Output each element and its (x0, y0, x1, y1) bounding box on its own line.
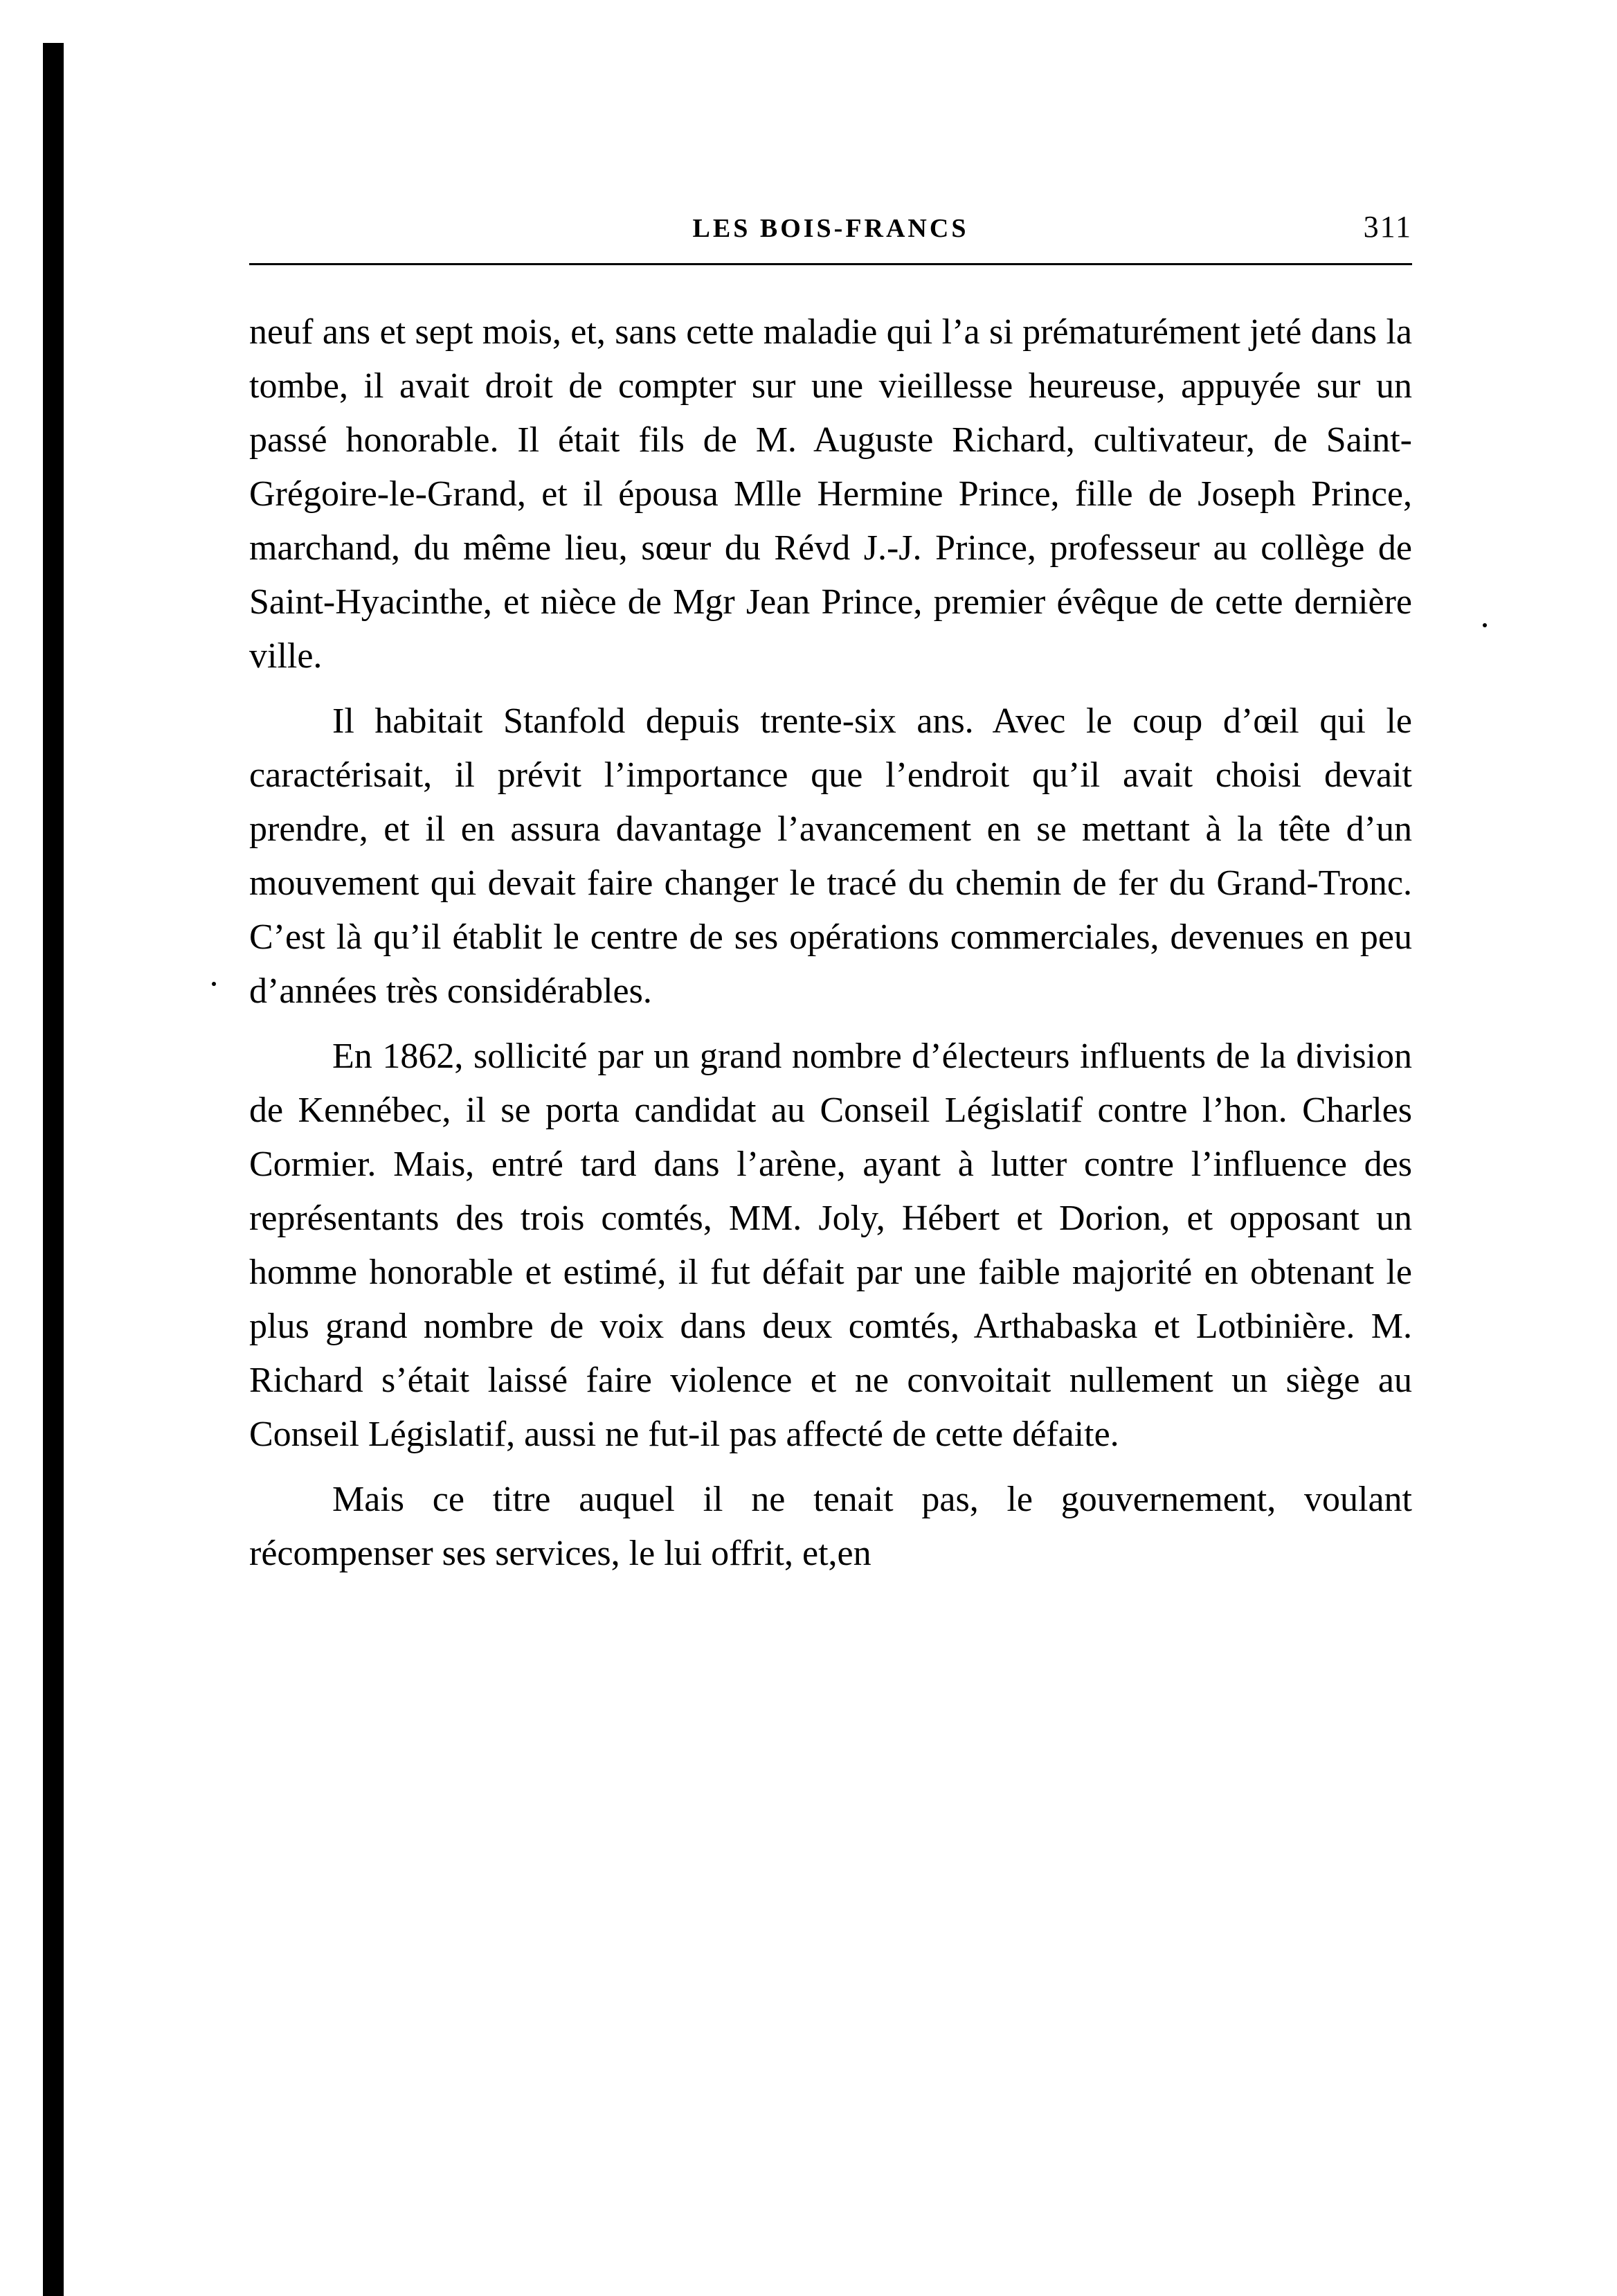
ink-speck (212, 982, 216, 986)
paragraph-3: En 1862, sollicité par un grand nombre d’électeurs influents de la division de Kennébec, il se porta candidat au Conseil Législatif contre l’hon. Charles Cormier. Mais, entré tard dans l’arène, ayant à lutter contre l’influence des représentants des trois comtés, MM. Joly, Hébert et Dorion, et opposant un homme honorable et estimé, il fut défait par une faible majorité en obtenant le plus grand nombre de voix dans deux comtés, Arthabaska et Lotbinière. M. Richard s’était laissé faire violence et ne convoitait nullement un siège au Conseil Législatif, aussi ne fut-il pas affecté de cette défaite. (249, 1037, 1412, 1454)
page-number: 311 (1363, 210, 1412, 244)
binding-edge (43, 43, 64, 2296)
book-page (249, 208, 1412, 1592)
running-head (249, 208, 1412, 263)
running-title: LES BOIS-FRANCS (692, 214, 969, 243)
text-body (249, 305, 1412, 1581)
ink-speck (1483, 623, 1487, 627)
paragraph-1: neuf ans et sept mois, et, sans cette maladie qui l’a si prématurément jeté dans la tombe, il avait droit de compter sur une vieillesse heureuse, appuyée sur un passé honorable. Il était fils de M. Auguste Richard, cultivateur, de Saint-Grégoire-le-Grand, et il épousa Mlle Hermine Prince, fille de Joseph Prince, marchand, du même lieu, sœur du Révd J.-J. Prince, professeur au collège de Saint-Hyacinthe, et nièce de Mgr Jean Prince, premier évêque de cette dernière ville. (249, 312, 1412, 676)
header-rule (249, 263, 1412, 265)
paragraph-2: Il habitait Stanfold depuis trente-six ans. Avec le coup d’œil qui le caractérisait, il prévit l’importance que l’endroit qu’il avait choisi devait prendre, et il en assura davantage l’avancement en se mettant à la tête d’un mouvement qui devait faire changer le tracé du chemin de fer du Grand-Tronc. C’est là qu’il établit le centre de ses opérations commerciales, devenues en peu d’années très considérables. (249, 701, 1412, 1011)
paragraph-4: Mais ce titre auquel il ne tenait pas, le gouvernement, voulant récompenser ses services, le lui offrit, et,en (249, 1480, 1412, 1573)
